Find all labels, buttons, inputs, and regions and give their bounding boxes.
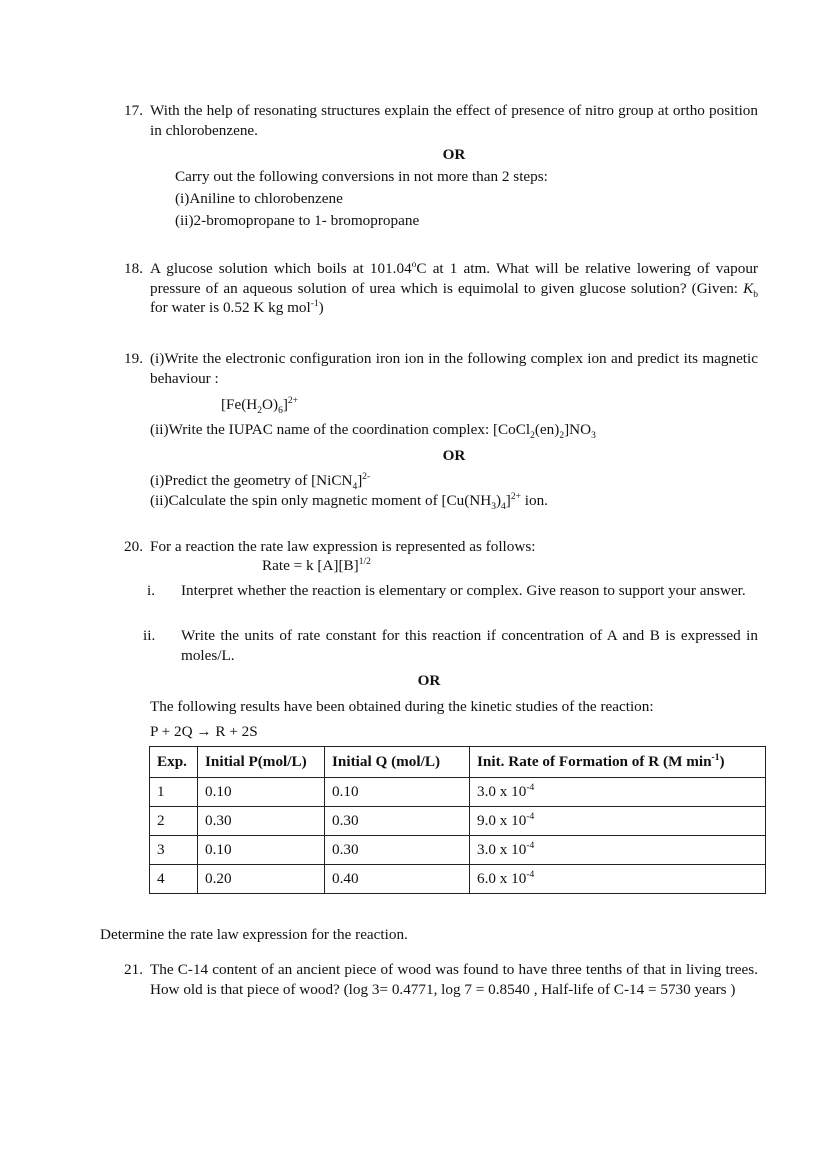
q20-rate-text: Rate = k [A][B] [262,557,359,574]
table-cell-p: 0.10 [198,778,325,807]
table-header-exp: Exp. [150,747,198,778]
q20-determine: Determine the rate law expression for the reaction. [100,926,408,943]
q19-alt-ii-text: (ii)Calculate the spin only magnetic moment of [Cu(NH [150,492,492,509]
table-header-initial-p: Initial P(mol/L) [198,747,325,778]
table-header-row [150,747,766,778]
table-row [150,778,766,807]
table-cell-q: 0.10 [325,778,470,807]
q17-alt-i: (i)Aniline to chlorobenzene [175,190,343,207]
table-cell-rate-mantissa: 9.0 x 10 [477,812,527,830]
q17-alt-intro: Carry out the following conversions in not more than 2 steps: [175,168,548,185]
q19-i-text: (i)Write the electronic configuration iron ion in the following complex ion and predict its magnetic behaviour : [150,350,758,387]
q20-ii-marker: ii. [143,627,156,644]
q17-number: 17. [124,102,143,119]
q19-complex-formula: $[Fe(H_2O)_6]^{2+}$ [221,395,298,417]
kinetics-table [149,746,766,894]
table-header-init-rate-close: ) [719,753,725,771]
q19-number: 19. [124,350,143,367]
table-cell-rate-mantissa: 3.0 x 10 [477,783,527,801]
q19-alt-ii-sub4: 4 [501,502,506,513]
q19-ii-text: (ii)Write the IUPAC name of the coordination complex: [CoCl [150,421,531,438]
q19-alt-i-text: (i)Predict the geometry of [NiCN [150,472,353,489]
q18-text-part1: A glucose solution which boils at 101.04 [150,260,412,277]
table-header-init-rate-text: Init. Rate of Formation of R (M min [477,753,712,771]
q19-ii-sub2: 2 [530,431,535,442]
table-cell-rate [470,807,766,836]
q20-reaction-right: R + 2S [211,723,258,740]
q20-i-text: Interpret whether the reaction is elementary or complex. Give reason to support your answer. [181,582,746,599]
table-cell-exp: 2 [150,807,198,836]
q19-alt-ii-sub3: 3 [491,502,496,513]
q19-ii-sub2b: 2 [559,431,565,442]
table-cell-q: 0.40 [325,865,470,894]
table-cell-p: 0.20 [198,865,325,894]
q21-number: 21. [124,961,143,978]
table-cell-exp: 3 [150,836,198,865]
table-header-init-rate-sup: -1 [711,753,720,764]
q19-alt-ii-end: ion. [520,492,548,509]
table-header-initial-q: Initial Q (mol/L) [325,747,470,778]
q20-number: 20. [124,538,143,555]
q20-reaction-left: P + 2Q [150,723,197,740]
q20-rate-law [262,556,371,576]
q21-text: The C-14 content of an ancient piece of wood was found to have three tenths of that in living trees. How old is that piece of wood? (log 3= 0.4771, log 7 = 0.8540 , Half-life of C-14 = 5730 years ) [150,961,758,998]
q18-kb-symbol: K [743,279,754,297]
q19-or [150,446,758,466]
table-cell-rate [470,865,766,894]
table-cell-exp: 4 [150,865,198,894]
q18-text-part3: for water is 0.52 K kg mol [150,299,311,316]
q18-number: 18. [124,260,143,277]
q20-or-label: OR [417,672,441,689]
q17-text: With the help of resonating structures explain the effect of presence of nitro group at ortho position in chlorobenzene. [150,102,758,139]
q20-reaction [150,722,258,742]
q17-or-label: OR [442,146,466,163]
q19-alt-i-sup: 2- [362,471,371,482]
table-header-init-rate [470,747,766,778]
q17-or [150,145,758,165]
q19-alt-i: (i)Predict the geometry of [NiCN$_4$]$^{2-}$ [150,471,371,493]
q17-alt-ii: (ii)2-bromopropane to 1- bromopropane [175,212,420,229]
q19-or-label: OR [442,447,466,464]
q19-alt-i-sub: 4 [352,482,358,493]
q20-ii-text: Write the units of rate constant for this reaction if concentration of A and B is expressed in moles/L. [181,627,758,664]
q18-degree-sup: o [411,259,417,270]
q18-text-part4: ) [318,299,324,316]
table-cell-rate-exp: -4 [526,870,535,881]
table-cell-rate-exp: -4 [526,841,535,852]
table-row [150,807,766,836]
q20-alt-intro: The following results have been obtained during the kinetic studies of the reaction: [150,698,654,715]
table-row [150,836,766,865]
table-cell-q: 0.30 [325,807,470,836]
table-cell-rate [470,778,766,807]
table-cell-p: 0.10 [198,836,325,865]
table-cell-p: 0.30 [198,807,325,836]
q18-mol-sup: -1 [310,298,319,309]
table-cell-rate-exp: -4 [526,812,535,823]
table-cell-q: 0.30 [325,836,470,865]
q19-alt-ii-sup: 2+ [510,491,521,502]
q20-rate-exp: 1/2 [358,556,371,567]
table-cell-exp: 1 [150,778,198,807]
q19-ii-sub3: 3 [591,431,596,442]
q20-intro: For a reaction the rate law expression is represented as follows: [150,538,536,555]
q19-ii: (ii)Write the IUPAC name of the coordination complex: $[CoCl_2(en)_2]NO_3$ [150,421,596,442]
right-arrow-icon: → [196,723,212,740]
table-cell-rate-exp: -4 [526,783,535,794]
q20-i-marker: i. [147,582,156,599]
q18-text-part2: C at 1 atm. What will be relative lowering of vapour pressure of an aqueous solution of urea which is equimolal to given glucose solution? (Given: [150,260,758,297]
q18-kb-sub: b [753,289,758,300]
q18-text [150,259,758,318]
q19-alt-ii: (ii)Calculate the spin only magnetic moment of $[Cu(NH_3)_4]^{2+}$ ion. [150,491,548,513]
table-cell-rate [470,836,766,865]
table-row [150,865,766,894]
table-cell-rate-mantissa: 6.0 x 10 [477,870,527,888]
q20-or [150,671,708,691]
table-cell-rate-mantissa: 3.0 x 10 [477,841,527,859]
